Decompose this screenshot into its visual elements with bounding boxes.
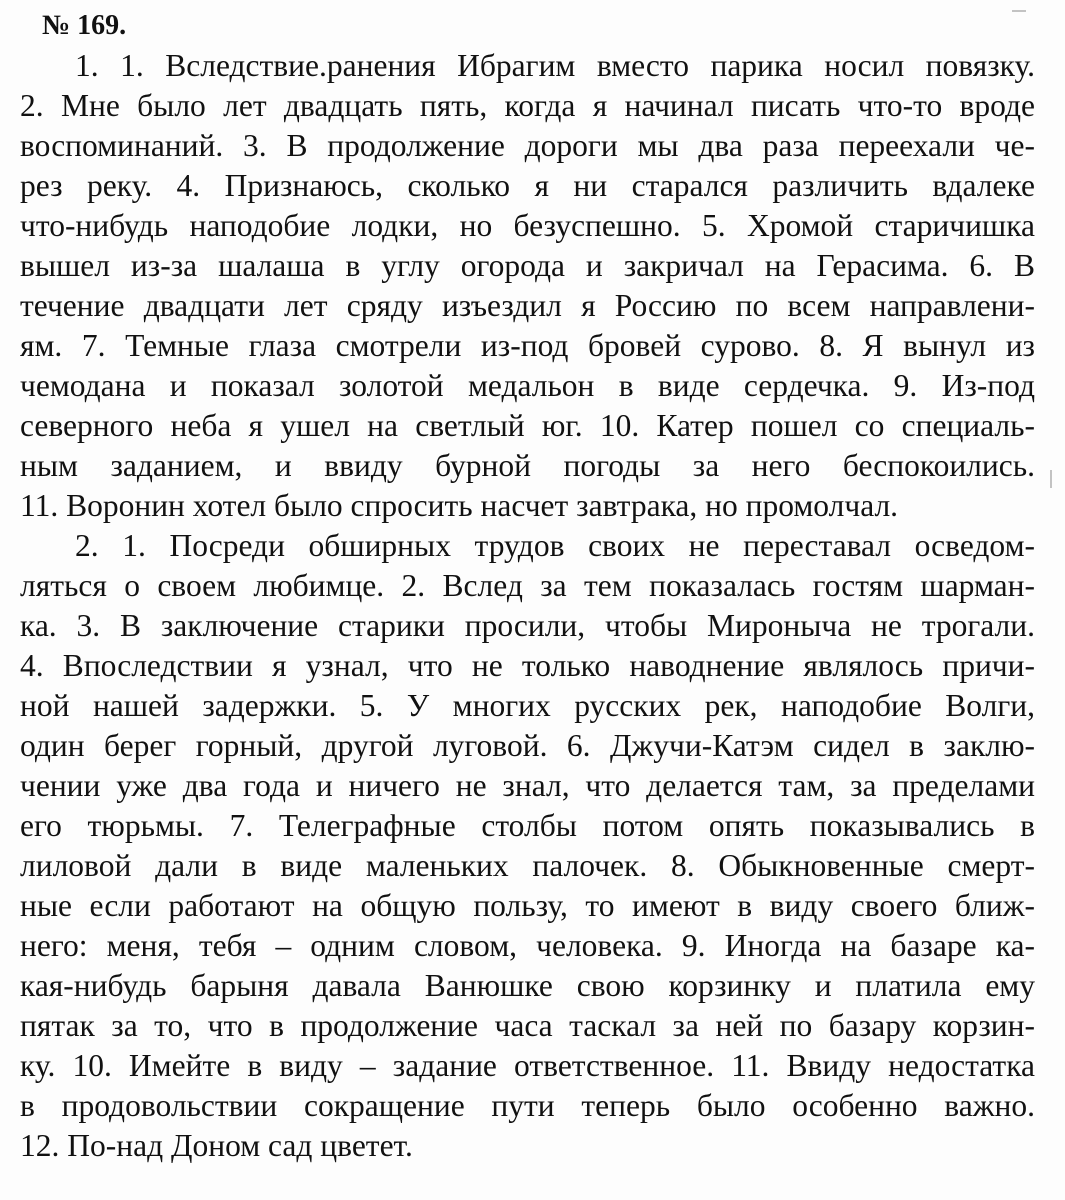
text-line: рез реку. 4. Признаюсь, сколько я ни старался различить вдалеке [20,168,1035,203]
text-line: воспоминаний. 3. В продолжение дороги мы два раза переехали че- [20,128,1035,163]
exercise-number: № 169. [42,10,127,41]
text-line: ной нашей задержки. 5. У многих русских рек, наподобие Волги, [20,688,1035,723]
text-line: ку. 10. Имейте в виду – задание ответственное. 11. Ввиду недостатка [20,1048,1035,1083]
text-line: 2. Мне было лет двадцать пять, когда я начинал писать что-то вроде [20,88,1035,123]
text-line: 2. 1. Посреди обширных трудов своих не переставал осведом- [75,528,1035,563]
text-line: лиловой дали в виде маленьких палочек. 8. Обыкновенные смерт- [20,848,1035,883]
text-line: в продовольствии сокращение пути теперь было особенно важно. [20,1088,1035,1123]
text-line: ляться о своем любимце. 2. Вслед за тем показалась гостям шарман- [20,568,1035,603]
text-line: кая-нибудь барыня давала Ванюшке свою корзинку и платила ему [20,968,1035,1003]
text-line: чемодана и показал золотой медальон в виде сердечка. 9. Из-под [20,368,1035,403]
scan-speck [1050,470,1052,488]
text-line: что-нибудь наподобие лодки, но безуспешно. 5. Хромой старичишка [20,208,1035,243]
text-line: ным заданием, и ввиду бурной погоды за него беспокоились. [20,448,1035,483]
text-line: него: меня, тебя – одним словом, человека. 9. Иногда на базаре ка- [20,928,1035,963]
text-line: пятак за то, что в продолжение часа таскал за ней по базару корзин- [20,1008,1035,1043]
text-line: 11. Воронин хотел было спросить насчет завтрака, но промолчал. [20,488,899,523]
text-line: ные если работают на общую пользу, то имеют в виду своего ближ- [20,888,1035,923]
text-line: 12. По-над Доном сад цветет. [20,1128,413,1163]
text-line: течение двадцати лет сряду изъездил я Россию по всем направлени- [20,288,1035,323]
text-line: северного неба я ушел на светлый юг. 10. Катер пошел со специаль- [20,408,1035,443]
text-line: его тюрьмы. 7. Телеграфные столбы потом опять показывались в [20,808,1035,843]
text-line: чении уже два года и ничего не знал, что делается там, за пределами [20,768,1035,803]
text-line: ка. 3. В заключение старики просили, чтобы Мироныча не трогали. [20,608,1035,643]
text-line: 4. Впоследствии я узнал, что не только наводнение являлось причи- [20,648,1035,683]
text-line: ям. 7. Темные глаза смотрели из-под бровей сурово. 8. Я вынул из [20,328,1035,363]
text-line: вышел из-за шалаша в углу огорода и закричал на Герасима. 6. В [20,248,1035,283]
text-line: 1. 1. Вследствие.ранения Ибрагим вместо парика носил повязку. [75,48,1035,83]
text-line: один берег горный, другой луговой. 6. Джучи-Катэм сидел в заклю- [20,728,1035,763]
scan-speck [1012,10,1026,12]
